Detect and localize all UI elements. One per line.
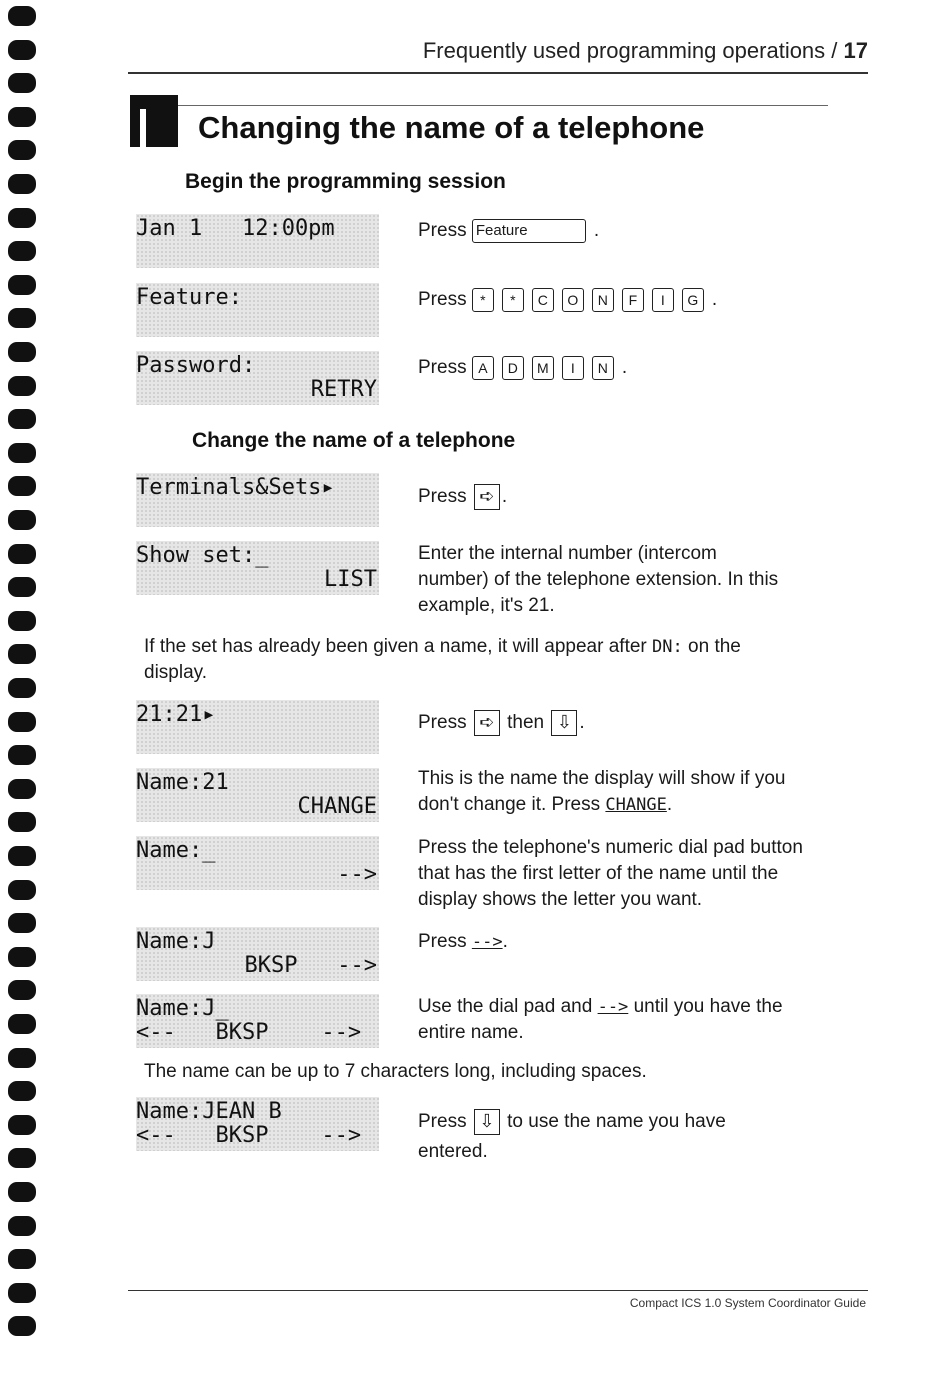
binding-hole bbox=[8, 342, 36, 362]
key-d: D bbox=[502, 356, 524, 380]
instruction-press-admin: Press A D M I N . bbox=[418, 357, 628, 378]
display-date-time: Jan 1 12:00pm bbox=[136, 214, 379, 268]
binding-hole bbox=[8, 1115, 36, 1135]
binding-hole bbox=[8, 208, 36, 228]
key-i: I bbox=[562, 356, 584, 380]
binding-hole bbox=[8, 1182, 36, 1202]
instruction-press-config: Press * * C O N F I G . bbox=[418, 289, 718, 310]
binding-hole bbox=[8, 107, 36, 127]
header-rule bbox=[128, 72, 868, 74]
binding-hole bbox=[8, 308, 36, 328]
display-terminals-sets: Terminals&Sets▸ bbox=[136, 473, 379, 527]
instruction-use-dial-pad: Use the dial pad and --> until you have the entire name. bbox=[418, 996, 783, 1043]
binding-hole bbox=[8, 913, 36, 933]
binding-hole bbox=[8, 846, 36, 866]
key-f: F bbox=[622, 288, 644, 312]
binding-hole bbox=[8, 174, 36, 194]
binding-hole bbox=[8, 779, 36, 799]
binding-hole bbox=[8, 409, 36, 429]
instruction-name-display: This is the name the display will show if you don't change it. Press CHANGE. bbox=[418, 768, 786, 815]
next-arrow-icon: ➪ bbox=[474, 484, 500, 510]
display-show-set: Show set:_ LIST bbox=[136, 541, 379, 595]
binding-hole bbox=[8, 577, 36, 597]
change-softkey: CHANGE bbox=[605, 795, 667, 815]
next-arrow-icon: ➪ bbox=[474, 710, 500, 736]
binding-hole bbox=[8, 812, 36, 832]
binding-hole bbox=[8, 376, 36, 396]
key-a: A bbox=[472, 356, 494, 380]
binding-hole bbox=[8, 275, 36, 295]
binding-hole bbox=[8, 980, 36, 1000]
key-star: * bbox=[502, 288, 524, 312]
note-already-named: If the set has already been given a name, it will appear after DN: on the display. bbox=[144, 636, 741, 683]
binding-hole bbox=[8, 73, 36, 93]
instruction-enter-internal: Enter the internal number (intercom number) of the telephone extension. In this example, it's 21. bbox=[418, 543, 779, 616]
display-password: Password: RETRY bbox=[136, 351, 379, 405]
arrow-softkey: --> bbox=[597, 997, 629, 1017]
display-name-empty: Name:_ --> bbox=[136, 836, 379, 890]
key-m: M bbox=[532, 356, 554, 380]
display-name-j-cursor: Name:J_ <-- BKSP --> bbox=[136, 994, 379, 1048]
down-arrow-icon: ⇩ bbox=[474, 1109, 500, 1135]
binding-hole bbox=[8, 140, 36, 160]
key-i: I bbox=[652, 288, 674, 312]
binding-hole bbox=[8, 1014, 36, 1034]
title-rule bbox=[178, 105, 828, 106]
key-g: G bbox=[682, 288, 704, 312]
note-max-length: The name can be up to 7 characters long, including spaces. bbox=[144, 1061, 647, 1082]
binding-hole bbox=[8, 611, 36, 631]
binding-hole bbox=[8, 678, 36, 698]
down-arrow-icon: ⇩ bbox=[551, 710, 577, 736]
instruction-use-name: Press ⇩ to use the name you have entered. bbox=[418, 1110, 726, 1162]
binding-hole bbox=[8, 1249, 36, 1269]
footer-text: Compact ICS 1.0 System Coordinator Guide bbox=[629, 1296, 866, 1310]
instruction-press-feature: Press Feature . bbox=[418, 220, 600, 241]
binding-hole bbox=[8, 6, 36, 26]
display-feature: Feature: bbox=[136, 283, 379, 337]
section-heading-change: Change the name of a telephone bbox=[192, 429, 516, 452]
binding-hole bbox=[8, 40, 36, 60]
key-n: N bbox=[592, 356, 614, 380]
binding-hole bbox=[8, 544, 36, 564]
running-head: Frequently used programming operations / 17 bbox=[422, 38, 868, 63]
instruction-press-arrow: Press -->. bbox=[418, 931, 508, 952]
binding-hole bbox=[8, 476, 36, 496]
binding-hole bbox=[8, 510, 36, 530]
binding-hole bbox=[8, 1048, 36, 1068]
feature-key: Feature bbox=[472, 219, 586, 243]
binding-hole bbox=[8, 1283, 36, 1303]
binding-hole bbox=[8, 745, 36, 765]
page-title: Changing the name of a telephone bbox=[198, 110, 705, 145]
binding-hole bbox=[8, 241, 36, 261]
instruction-dial-pad: Press the telephone's numeric dial pad button that has the first letter of the name until the display shows the letter you want. bbox=[418, 837, 803, 910]
spiral-binding bbox=[8, 0, 40, 1373]
instruction-press-next: Press ➪ . bbox=[418, 484, 507, 510]
key-star: * bbox=[472, 288, 494, 312]
binding-hole bbox=[8, 644, 36, 664]
binding-hole bbox=[8, 1316, 36, 1336]
binding-hole bbox=[8, 947, 36, 967]
binding-hole bbox=[8, 1148, 36, 1168]
section-heading-begin: Begin the programming session bbox=[185, 170, 506, 193]
footer-rule bbox=[128, 1290, 868, 1291]
display-name-21: Name:21 CHANGE bbox=[136, 768, 379, 822]
arrow-softkey: --> bbox=[471, 932, 503, 952]
binding-hole bbox=[8, 443, 36, 463]
binding-hole bbox=[8, 880, 36, 900]
binding-hole bbox=[8, 1216, 36, 1236]
display-name-j: Name:J BKSP --> bbox=[136, 927, 379, 981]
section-tab-marker bbox=[130, 95, 178, 147]
page-number: 17 bbox=[843, 38, 868, 63]
instruction-press-next-then-down: Press ➪ then ⇩ . bbox=[418, 710, 585, 736]
display-name-jean-b: Name:JEAN B <-- BKSP --> bbox=[136, 1097, 379, 1151]
key-o: O bbox=[562, 288, 584, 312]
binding-hole bbox=[8, 712, 36, 732]
key-n: N bbox=[592, 288, 614, 312]
display-set-21: 21:21▸ bbox=[136, 700, 379, 754]
binding-hole bbox=[8, 1081, 36, 1101]
key-c: C bbox=[532, 288, 554, 312]
